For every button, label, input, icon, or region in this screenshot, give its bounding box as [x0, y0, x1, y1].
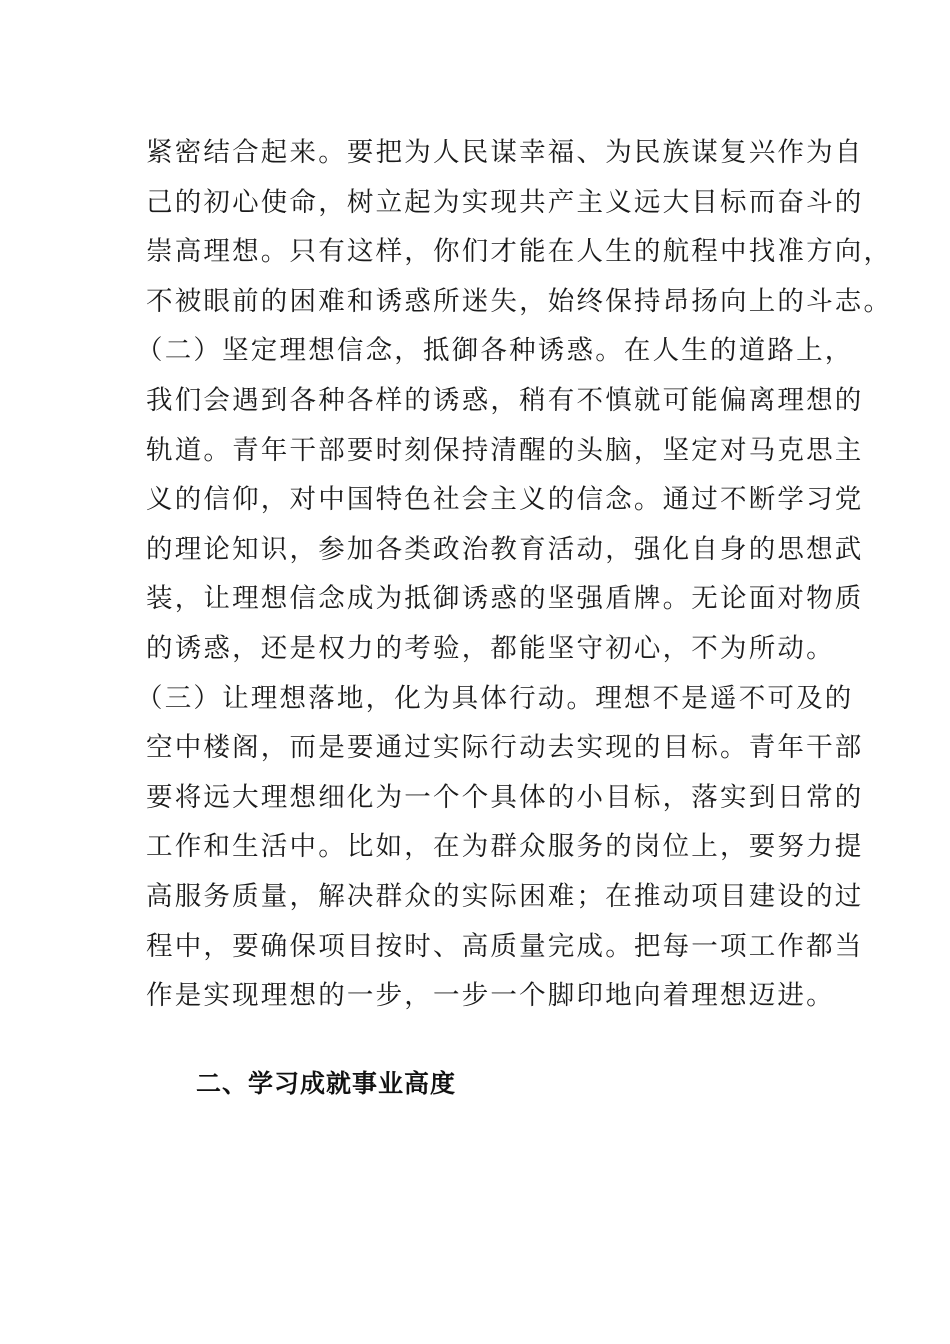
section-heading: 二、学习成就事业高度: [196, 1069, 457, 1098]
subsection-line-3: （三）让理想落地，化为具体行动。理想不是遥不可及的: [136, 682, 854, 714]
body-line: 不被眼前的困难和诱惑所迷失，始终保持昂扬向上的斗志。: [146, 285, 893, 317]
body-line: 我们会遇到各种各样的诱惑，稍有不慎就可能偏离理想的: [146, 384, 864, 416]
body-line: 装，让理想信念成为抵御诱惑的坚强盾牌。无论面对物质: [146, 583, 864, 615]
body-line: 轨道。青年干部要时刻保持清醒的头脑，坚定对马克思主: [146, 434, 864, 466]
body-line: 己的初心使命，树立起为实现共产主义远大目标而奋斗的: [146, 186, 864, 218]
body-line: 高服务质量，解决群众的实际困难；在推动项目建设的过: [146, 880, 864, 912]
body-line: 义的信仰，对中国特色社会主义的信念。通过不断学习党: [146, 484, 864, 516]
document-body: [136, 128, 893, 1021]
body-line: 工作和生活中。比如，在为群众服务的岗位上，要努力提: [146, 831, 864, 863]
body-line: 程中，要确保项目按时、高质量完成。把每一项工作都当: [146, 930, 864, 962]
body-line: 的理论知识，参加各类政治教育活动，强化自身的思想武: [146, 533, 864, 565]
body-line: 的诱惑，还是权力的考验，都能坚守初心，不为所动。: [146, 632, 835, 664]
subsection-line-2: （二）坚定理想信念，抵御各种诱惑。在人生的道路上，: [136, 335, 854, 367]
body-line: 崇高理想。只有这样，你们才能在人生的航程中找准方向，: [146, 236, 893, 268]
body-line: 紧密结合起来。要把为人民谋幸福、为民族谋复兴作为自: [146, 137, 864, 168]
body-line: 作是实现理想的一步，一步一个脚印地向着理想迈进。: [146, 980, 835, 1012]
body-line: 要将远大理想细化为一个个具体的小目标，落实到日常的: [146, 781, 864, 813]
body-line: 空中楼阁，而是要通过实际行动去实现的目标。青年干部: [146, 732, 864, 764]
